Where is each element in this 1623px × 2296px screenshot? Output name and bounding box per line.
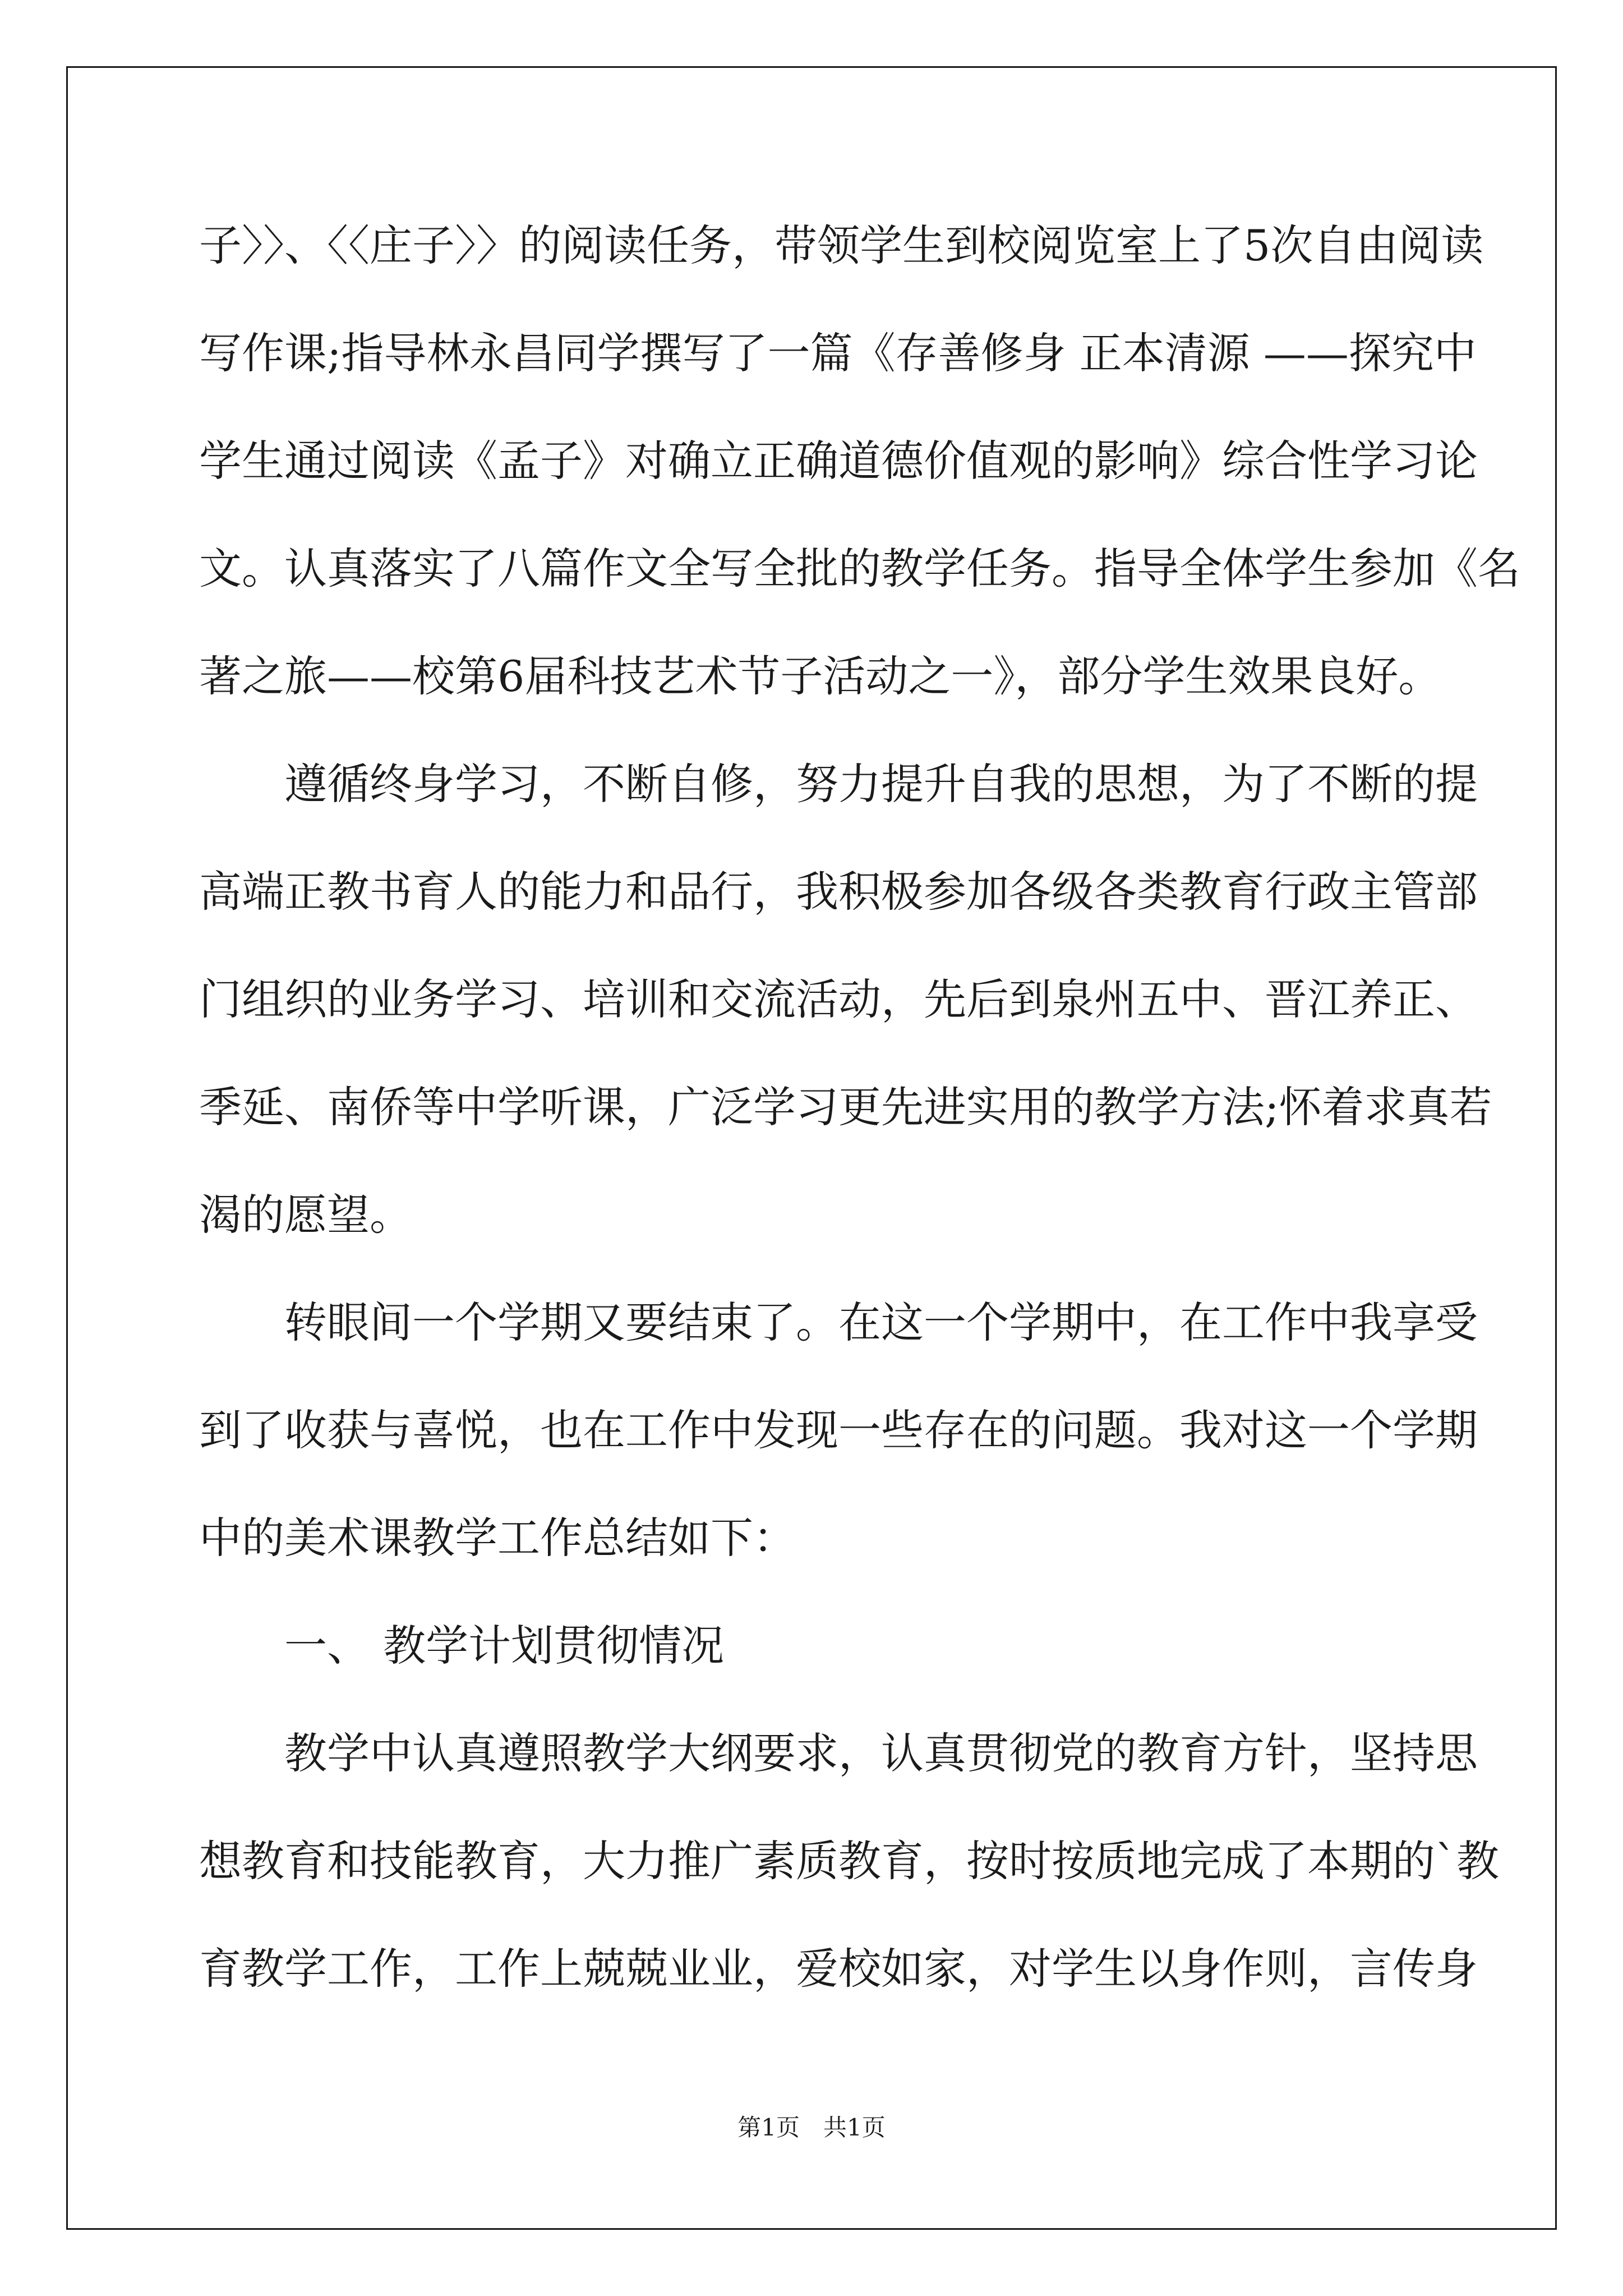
text-line: 写作课;指导林永昌同学撰写了一篇《存善修身 正本清源 ——探究中 <box>199 328 1477 378</box>
section-heading: 一、 教学计划贯彻情况 <box>199 1621 725 1671</box>
text-line: 中的美术课教学工作总结如下： <box>199 1513 796 1563</box>
text-line: 学生通过阅读《孟子》对确立正确道德价值观的影响》综合性学习论 <box>199 436 1478 486</box>
text-line: 文。认真落实了八篇作文全写全批的教学任务。指导全体学生参加《名 <box>199 544 1520 593</box>
text-line: 著之旅——校第6届科技艺术节子活动之一》，部分学生效果良好。 <box>199 651 1441 701</box>
text-line: 想教育和技能教育，大力推广素质教育，按时按质地完成了本期的`教 <box>199 1836 1499 1886</box>
document-body <box>199 215 1520 2046</box>
text-line: 遵循终身学习，不断自修，努力提升自我的思想，为了不断的提 <box>199 759 1478 809</box>
text-line: 教学中认真遵照教学大纲要求，认真贯彻党的教育方针，坚持思 <box>199 1728 1478 1778</box>
text-line: 季延、南侨等中学听课，广泛学习更先进实用的教学方法;怀着求真若 <box>199 1082 1492 1132</box>
text-line: 子〉〉、〈〈庄子〉〉的阅读任务，带领学生到校阅览室上了5次自由阅读 <box>199 220 1484 270</box>
text-line: 门组织的业务学习、培训和交流活动，先后到泉州五中、晋江养正、 <box>199 974 1478 1024</box>
text-line: 渴的愿望。 <box>199 1190 412 1240</box>
text-line: 育教学工作，工作上兢兢业业，爱校如家，对学生以身作则，言传身 <box>199 1944 1478 1994</box>
text-line: 到了收获与喜悦，也在工作中发现一些存在的问题。我对这一个学期 <box>199 1405 1478 1455</box>
text-line: 高端正教书育人的能力和品行，我积极参加各级各类教育行政主管部 <box>199 867 1478 917</box>
text-line: 转眼间一个学期又要结束了。在这一个学期中，在工作中我享受 <box>199 1297 1478 1347</box>
page-footer: 第1页 共1页 <box>737 2114 886 2141</box>
